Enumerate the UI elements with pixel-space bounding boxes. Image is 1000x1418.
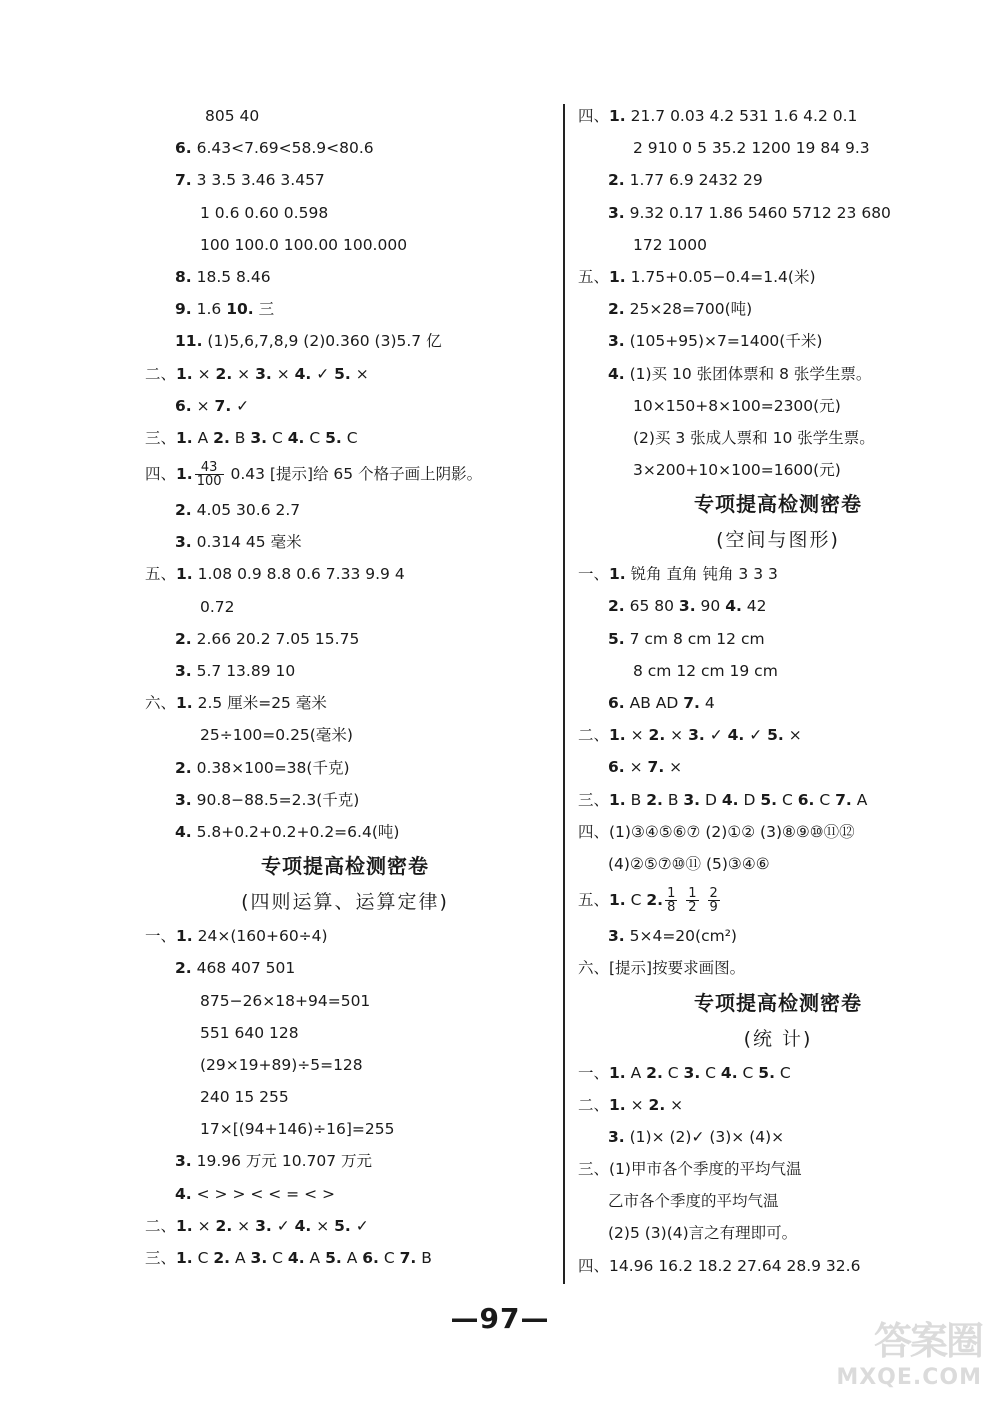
item-number: 3. (608, 1127, 625, 1146)
answer-text: B (662, 790, 684, 809)
answer-text: (1)5,6,7,8,9 (2)0.360 (3)5.7 亿 (202, 332, 442, 351)
answer-text: 五、 (578, 267, 610, 286)
item-number: 4. (725, 597, 742, 616)
item-number: 5. (608, 629, 625, 648)
item-number: 1. (176, 565, 193, 584)
answer-line (578, 751, 978, 783)
answer-text: B (416, 1249, 432, 1267)
answer-text: (1)买 10 张团体票和 8 张学生票。 (624, 364, 872, 383)
item-number: 7. (647, 758, 665, 777)
answer-text: 乙市各个季度的平均气温 (608, 1192, 779, 1211)
answer-line (145, 687, 545, 719)
answer-text: 1.6 (191, 300, 227, 319)
answer-text: (2)5 (3)(4)言之有理即可。 (608, 1224, 798, 1243)
item-number: 3. (683, 790, 701, 809)
item-number: 2. (648, 726, 666, 745)
answer-text: × (350, 364, 369, 383)
answer-line (145, 784, 545, 816)
item-number: 3. (608, 927, 625, 946)
fraction-denominator: 8 (667, 900, 676, 916)
answer-text: 0.38×100=38(千克) (191, 758, 350, 777)
item-number: 1. (609, 891, 626, 910)
answer-line (145, 358, 545, 390)
answer-line (578, 1057, 978, 1089)
answer-line (145, 494, 545, 526)
answer-text: 5×4=20(cm²) (624, 927, 737, 946)
answer-line (145, 623, 545, 655)
item-number: 4. (287, 1249, 305, 1267)
answer-line (578, 880, 978, 920)
item-number: 3. (688, 726, 705, 745)
item-number: 2. (215, 1216, 233, 1235)
item-number: 1. (609, 1063, 626, 1082)
item-number: 3. (250, 1249, 268, 1267)
answer-text: 172 1000 (633, 235, 707, 254)
item-number: 9. (175, 300, 192, 319)
answer-line (578, 261, 978, 293)
answer-line (578, 1121, 978, 1153)
fraction-numerator: 1 (667, 886, 676, 902)
answer-text: × (192, 364, 216, 383)
item-number: 7. (835, 790, 852, 809)
answer-text: (4)②⑤⑦⑩⑪ (5)③④⑥ (608, 854, 770, 873)
item-number: 1. (609, 267, 626, 286)
item-number: 2. (213, 428, 230, 447)
answer-line (145, 1178, 545, 1210)
item-number: 1. (609, 726, 626, 745)
answer-text: 90 (695, 597, 726, 616)
answer-line (145, 164, 545, 196)
answer-text: 8 cm 12 cm 19 cm (633, 661, 778, 680)
answer-text: C (267, 1249, 288, 1267)
fraction-denominator: 100 (196, 474, 222, 490)
item-number: 8. (175, 267, 192, 286)
item-number: 4. (721, 790, 739, 809)
item-number: 3. (608, 203, 625, 222)
item-number: 3. (175, 662, 192, 680)
item-number: 5. (760, 790, 778, 809)
item-number: 4. (608, 364, 625, 383)
item-number: 4. (294, 364, 312, 383)
answer-line (578, 590, 978, 622)
answer-text: (2)买 3 张成人票和 10 张学生票。 (633, 428, 875, 447)
answer-text: 3×200+10×100=1600(元) (633, 461, 841, 480)
answer-line (578, 422, 978, 454)
answer-text: A (625, 1063, 647, 1082)
answer-line (145, 261, 545, 293)
answer-line (578, 558, 978, 590)
answer-text: 五、 (578, 891, 610, 910)
item-number: 5. (325, 428, 342, 447)
answer-line (145, 655, 545, 687)
answer-text: ✓ (231, 396, 250, 415)
answer-text: 3 3.5 3.46 3.457 (191, 171, 325, 190)
answer-text: × (232, 364, 256, 383)
item-number: 7. (683, 694, 700, 712)
answer-text: 805 40 (205, 107, 260, 125)
item-number: 2. (608, 597, 625, 616)
answer-text: 100 100.0 100.00 100.000 (200, 235, 408, 254)
answer-text: ✓ (704, 726, 728, 745)
answer-text: × (271, 364, 295, 383)
item-number: 6. (175, 139, 192, 158)
answer-text: 三 (253, 300, 275, 319)
answer-text: 锐角 直角 钝角 3 3 3 (625, 565, 778, 584)
answer-text: 一、 (578, 565, 610, 584)
answer-text: 42 (741, 597, 767, 616)
item-number: 7. (399, 1249, 417, 1267)
answer-line (145, 591, 545, 623)
item-number: 6. (175, 396, 192, 415)
answer-line (145, 1049, 545, 1081)
item-number: 2. (175, 629, 192, 648)
item-number: 4. (727, 726, 745, 745)
answer-line (578, 623, 978, 655)
item-number: 11. (175, 332, 203, 351)
answer-text: A (230, 1249, 251, 1267)
item-number: 3. (255, 364, 272, 383)
answer-text: 二、 (578, 1095, 610, 1114)
page-number: —97— (450, 1302, 550, 1335)
answer-text: D (700, 790, 722, 809)
item-number: 1. (176, 465, 193, 484)
item-number: 6. (797, 790, 815, 809)
answer-text: 24×(160+60÷4) (192, 927, 328, 946)
answer-text: × (311, 1216, 335, 1235)
item-number: 1. (176, 428, 193, 447)
item-number: 1. (176, 364, 193, 383)
item-number: 1. (176, 1216, 193, 1235)
answer-text: 五、 (145, 565, 177, 584)
answer-text: B (229, 428, 251, 447)
answer-text: 1.77 6.9 2432 29 (624, 171, 763, 190)
answer-text: 4 (699, 694, 715, 712)
item-number: 5. (334, 1216, 351, 1235)
answer-text: A (851, 790, 868, 809)
answer-line (145, 1017, 545, 1049)
item-number: 4. (720, 1063, 738, 1082)
item-number: 1. (176, 1249, 193, 1267)
item-number: 3. (175, 790, 192, 809)
answer-text: 240 15 255 (200, 1088, 289, 1107)
watermark-logo (822, 1310, 982, 1400)
item-number: 2. (215, 364, 233, 383)
section-heading: 专项提高检测密卷 (261, 854, 429, 879)
answer-line (145, 132, 545, 164)
answer-text: C (777, 790, 798, 809)
answer-text: × (192, 1216, 216, 1235)
column-divider (563, 104, 565, 1284)
fraction-numerator: 2 (709, 886, 718, 902)
answer-line (145, 293, 545, 325)
answer-line (145, 1145, 545, 1177)
fraction-denominator: 2 (688, 900, 697, 916)
answer-line (578, 100, 978, 132)
answer-text: 六、 (145, 694, 177, 713)
answer-text: 17×[(94+146)÷16]=255 (200, 1120, 395, 1139)
answer-text: C (774, 1063, 791, 1082)
answer-text: 2 910 0 5 35.2 1200 19 84 9.3 (633, 139, 870, 158)
item-number: 10. (226, 300, 254, 319)
answer-line (578, 229, 978, 261)
answer-text: C (700, 1063, 721, 1082)
answer-line (145, 100, 545, 132)
item-number: 4. (175, 1184, 192, 1203)
answer-text: 90.8−88.5=2.3(千克) (191, 790, 360, 809)
answer-text: 0.72 (200, 597, 235, 616)
answer-line (578, 197, 978, 229)
answer-line (145, 558, 545, 590)
left-column (145, 100, 545, 1274)
answer-line (145, 985, 545, 1017)
fraction-numerator: 1 (688, 886, 697, 902)
item-number: 4. (287, 428, 305, 447)
answer-text: C (304, 428, 326, 447)
answer-line (578, 952, 978, 984)
answer-text: 19.96 万元 10.707 万元 (191, 1152, 373, 1171)
answer-text: 10×150+8×100=2300(元) (633, 396, 841, 415)
fraction-numerator: 43 (195, 461, 224, 475)
item-number: 1. (176, 694, 193, 713)
fraction (686, 887, 698, 914)
spacer (679, 891, 684, 909)
item-number: 3. (255, 1216, 272, 1235)
answer-line (145, 952, 545, 984)
answer-line (145, 752, 545, 784)
item-number: 2. (646, 1063, 663, 1082)
answer-text: 0.43 [提示]给 65 个格子画上阴影。 (225, 465, 483, 484)
fraction (665, 887, 677, 914)
answer-text: 三、 (145, 428, 177, 447)
answer-line (578, 687, 978, 719)
answer-line (578, 848, 978, 880)
answer-line (145, 390, 545, 422)
answer-text: 三、(1)甲市各个季度的平均气温 (578, 1160, 802, 1179)
answer-line (145, 325, 545, 357)
answer-text: B (625, 790, 647, 809)
answer-text: (29×19+89)÷5=128 (200, 1055, 363, 1074)
fraction-denominator: 9 (709, 900, 718, 916)
answer-text: 1.08 0.9 8.8 0.6 7.33 9.9 4 (192, 565, 405, 584)
answer-text: ✓ (744, 726, 768, 745)
answer-text: 5.7 13.89 10 (191, 662, 296, 680)
answer-line (578, 132, 978, 164)
item-number: 6. (362, 1249, 379, 1267)
answer-line (578, 358, 978, 390)
fraction (708, 887, 720, 914)
answer-line (578, 325, 978, 357)
answer-line (578, 719, 978, 751)
item-number: 4. (294, 1216, 312, 1235)
answer-line (145, 229, 545, 261)
answer-text: 四、 (145, 465, 177, 484)
item-number: 3. (175, 1152, 192, 1171)
answer-text: C (267, 428, 288, 447)
answer-text: 468 407 501 (191, 959, 296, 978)
item-number: 1. (176, 927, 193, 946)
answer-line (578, 1217, 978, 1249)
answer-text: 一、 (145, 927, 177, 946)
answer-line (578, 784, 978, 816)
answer-text: × (624, 758, 648, 777)
answer-line (145, 197, 545, 229)
section-subheading: (四则运算、运算定律) (241, 891, 449, 914)
answer-text: 四、 (578, 107, 610, 125)
answer-text: 二、 (578, 726, 610, 745)
answer-text: 二、 (145, 364, 177, 383)
spacer (701, 891, 706, 909)
answer-text: 三、 (145, 1249, 177, 1267)
answer-line (578, 293, 978, 325)
item-number: 2. (646, 891, 664, 910)
answer-line (145, 526, 545, 558)
answer-text: × (625, 726, 649, 745)
answer-line (578, 920, 978, 952)
watermark-url: MXQE.COM (836, 1365, 982, 1390)
item-number: 3. (175, 533, 192, 552)
answer-text: × (191, 396, 215, 415)
answer-text: 四、(1)③④⑤⑥⑦ (2)①② (3)⑧⑨⑩⑪⑫ (578, 822, 855, 841)
item-number: 5. (334, 364, 351, 383)
answer-line (145, 816, 545, 848)
section-heading: 专项提高检测密卷 (694, 990, 862, 1015)
item-number: 1. (609, 790, 626, 809)
item-number: 1. (609, 107, 626, 125)
answer-text: 0.314 45 毫米 (191, 533, 302, 552)
answer-line (145, 1113, 545, 1145)
answer-text: × (625, 1095, 649, 1114)
answer-line (578, 655, 978, 687)
item-number: 2. (213, 1249, 231, 1267)
answer-text: (1)× (2)✓ (3)× (4)× (624, 1127, 785, 1146)
answer-line (578, 816, 978, 848)
answer-text: × (665, 1095, 684, 1114)
item-number: 3. (608, 332, 625, 351)
answer-text: 二、 (145, 1216, 177, 1235)
answer-text: 21.7 0.03 4.2 531 1.6 4.2 0.1 (625, 107, 858, 125)
answer-line (578, 454, 978, 486)
answer-text: D (738, 790, 761, 809)
answer-line (145, 1210, 545, 1242)
answer-text: 25÷100=0.25(毫米) (200, 726, 353, 745)
answer-text: C (737, 1063, 759, 1082)
answer-text: 6.43<7.69<58.9<80.6 (191, 139, 374, 158)
answer-text: 1.75+0.05−0.4=1.4(米) (625, 267, 816, 286)
right-column (578, 100, 978, 1282)
item-number: 2. (648, 1095, 666, 1114)
item-number: 4. (175, 822, 192, 841)
answer-line (145, 920, 545, 952)
answer-text: × (783, 726, 802, 745)
answer-text: 六、[提示]按要求画图。 (578, 959, 746, 978)
answer-line (145, 1081, 545, 1113)
item-number: 6. (608, 694, 625, 712)
answer-text: C (341, 428, 358, 447)
answer-text: ✓ (271, 1216, 295, 1235)
answer-text: A (341, 1249, 363, 1267)
item-number: 3. (678, 597, 696, 616)
answer-text: 一、 (578, 1063, 610, 1082)
item-number: 5. (758, 1063, 775, 1082)
answer-text: AB AD (624, 694, 684, 712)
answer-line (145, 454, 545, 494)
section-subheading: (统 计) (743, 1027, 813, 1050)
answer-line (145, 719, 545, 751)
answer-text: 25×28=700(吨) (624, 300, 753, 319)
answer-text: 875−26×18+94=501 (200, 991, 371, 1010)
answer-line (145, 1242, 545, 1274)
item-number: 2. (175, 501, 192, 520)
item-number: 1. (609, 565, 626, 584)
answer-text: 1 0.6 0.60 0.598 (200, 203, 329, 222)
answer-text: 三、 (578, 790, 610, 809)
answer-text: C (662, 1063, 684, 1082)
answer-line (578, 1185, 978, 1217)
answer-text: 4.05 30.6 2.7 (191, 501, 301, 520)
answer-line (578, 1089, 978, 1121)
answer-text: 18.5 8.46 (191, 267, 271, 286)
answer-text: C (192, 1249, 214, 1267)
section-subheading: (空间与图形) (716, 529, 840, 552)
answer-text: A (304, 1249, 326, 1267)
answer-text: 551 640 128 (200, 1023, 299, 1042)
item-number: 2. (175, 959, 192, 978)
item-number: 5. (767, 726, 784, 745)
item-number: 6. (608, 758, 625, 777)
item-number: 1. (609, 1095, 626, 1114)
answer-text: 9.32 0.17 1.86 5460 5712 23 680 (624, 203, 891, 222)
section-heading: 专项提高检测密卷 (694, 492, 862, 517)
answer-line (578, 390, 978, 422)
answer-text: 四、14.96 16.2 18.2 27.64 28.9 32.6 (578, 1256, 861, 1275)
item-number: 7. (214, 396, 232, 415)
answer-text: C (625, 891, 647, 910)
answer-line (578, 1153, 978, 1185)
item-number: 3. (250, 428, 268, 447)
answer-text: C (814, 790, 836, 809)
answer-text: 5.8+0.2+0.2+0.2=6.4(吨) (191, 822, 400, 841)
answer-text: × (232, 1216, 256, 1235)
item-number: 2. (608, 171, 625, 190)
answer-text: 2.66 20.2 7.05 15.75 (191, 629, 360, 648)
item-number: 7. (175, 171, 192, 190)
fraction (195, 461, 224, 488)
answer-text: 7 cm 8 cm 12 cm (624, 629, 765, 648)
answer-text: 2.5 厘米=25 毫米 (192, 694, 327, 713)
answer-text: < > > < < = < > (191, 1184, 336, 1203)
answer-text: (105+95)×7=1400(千米) (624, 332, 823, 351)
item-number: 2. (646, 790, 663, 809)
answer-text: C (378, 1249, 400, 1267)
answer-text: × (665, 726, 689, 745)
answer-text: ✓ (311, 364, 335, 383)
answer-text: 65 80 (624, 597, 679, 616)
watermark-title: 答案圈 (873, 1318, 982, 1363)
answer-text: ✓ (350, 1216, 369, 1235)
answer-text: A (192, 428, 214, 447)
item-number: 3. (683, 1063, 701, 1082)
answer-text: × (664, 758, 683, 777)
answer-line (578, 164, 978, 196)
answer-line (578, 1250, 978, 1282)
item-number: 2. (608, 300, 625, 319)
answer-line (145, 422, 545, 454)
item-number: 2. (175, 758, 192, 777)
item-number: 5. (325, 1249, 342, 1267)
